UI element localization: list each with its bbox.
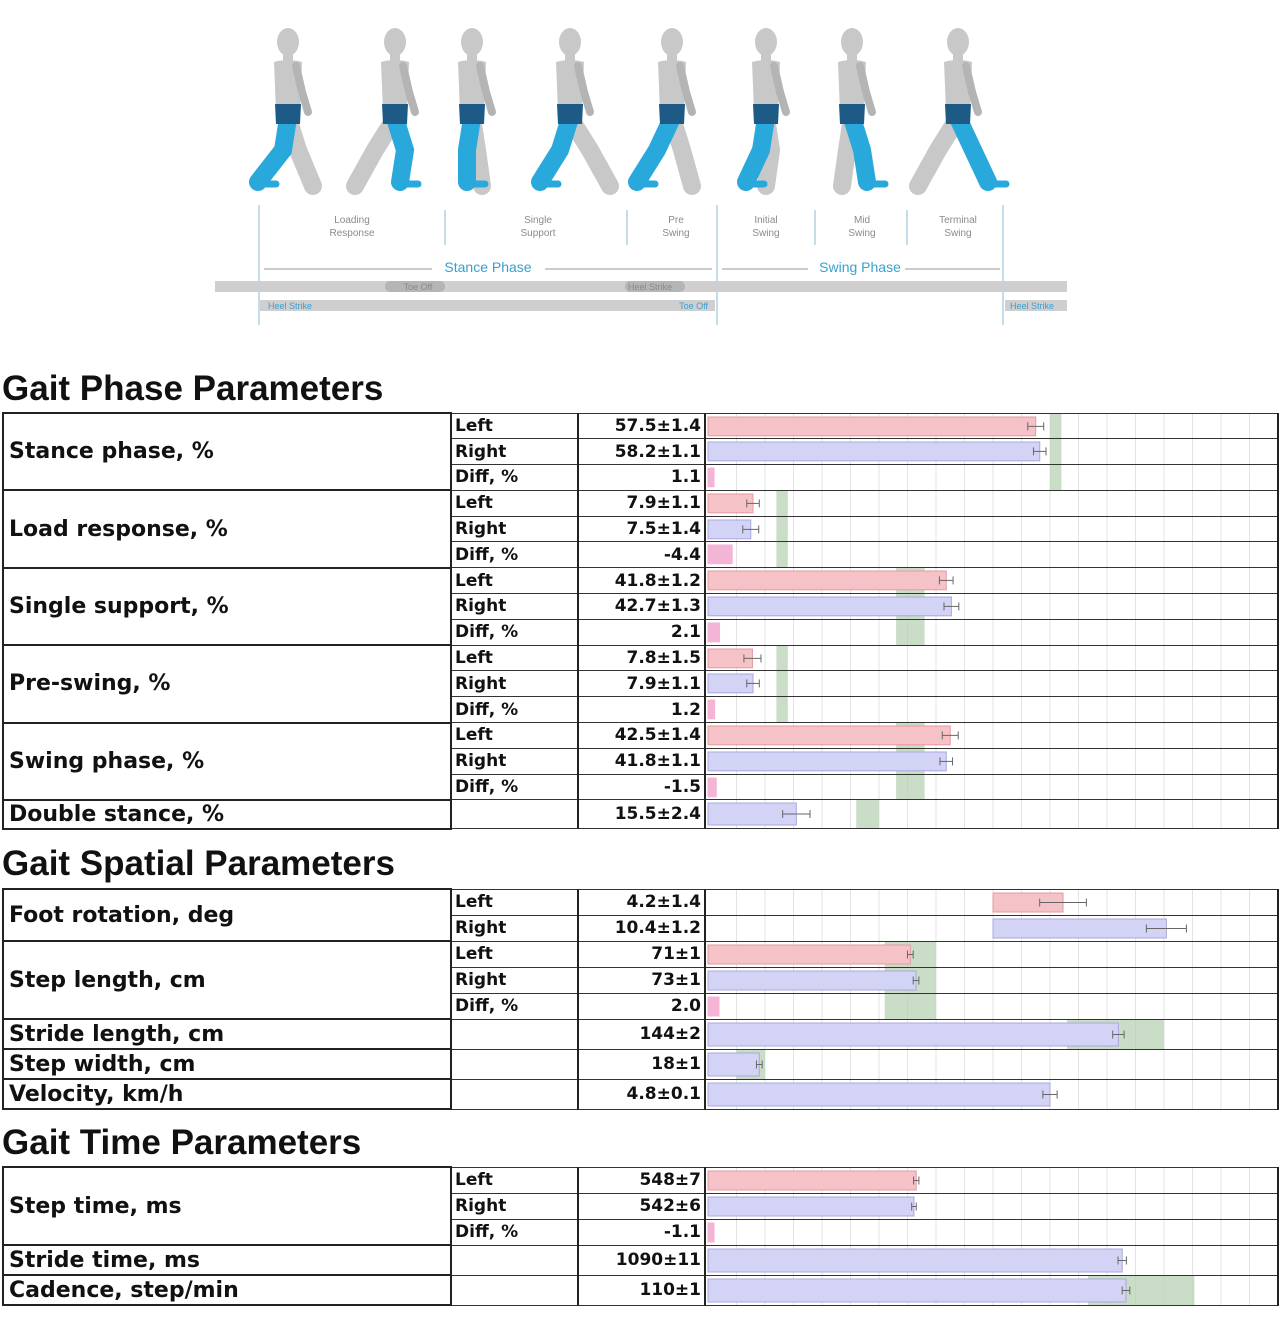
value-cell: 542±6 bbox=[578, 1193, 705, 1219]
timeline-event-label: Heel Strike bbox=[627, 282, 673, 292]
side-label: Right bbox=[451, 516, 578, 542]
bar-chart-cell bbox=[706, 414, 1278, 439]
parameter-name: Stride time, ms bbox=[3, 1245, 451, 1275]
parameter-table bbox=[2, 888, 1279, 1110]
value-cell: 71±1 bbox=[578, 941, 705, 967]
left-bar bbox=[708, 1171, 916, 1190]
norm-range-band bbox=[1050, 414, 1061, 439]
value-cell: 144±2 bbox=[578, 1019, 705, 1049]
parameter-name: Stance phase, % bbox=[3, 413, 451, 490]
side-label bbox=[451, 1275, 578, 1305]
right-bar bbox=[993, 919, 1166, 938]
bar-cell bbox=[705, 697, 1278, 723]
bar-cell bbox=[705, 800, 1278, 829]
side-label: Diff, % bbox=[451, 619, 578, 645]
bar-cell bbox=[705, 439, 1278, 465]
timeline-bar-bottom bbox=[260, 300, 715, 311]
bar-cell bbox=[705, 915, 1278, 941]
side-label: Left bbox=[451, 723, 578, 749]
side-label bbox=[451, 800, 578, 829]
side-label: Left bbox=[451, 645, 578, 671]
bar-chart-cell bbox=[706, 1080, 1278, 1110]
bar-cell bbox=[705, 748, 1278, 774]
bar-chart-cell bbox=[706, 620, 1278, 645]
norm-range-band bbox=[776, 491, 787, 516]
table-row bbox=[3, 490, 1278, 516]
value-cell: -4.4 bbox=[578, 542, 705, 568]
table-row bbox=[3, 941, 1278, 967]
bar-chart-cell bbox=[706, 775, 1278, 800]
section-title: Gait Phase Parameters bbox=[2, 369, 384, 408]
left-bar bbox=[708, 945, 910, 964]
right-bar bbox=[708, 442, 1040, 461]
phase-label: Pre Swing bbox=[662, 215, 690, 239]
bar-chart-cell bbox=[706, 697, 1278, 722]
value-cell: 1.1 bbox=[578, 465, 705, 491]
value-cell: 4.2±1.4 bbox=[578, 889, 705, 915]
walking-figure-1 bbox=[254, 28, 313, 186]
value-cell: 42.7±1.3 bbox=[578, 594, 705, 620]
left-bar bbox=[708, 417, 1036, 436]
diff-bar bbox=[708, 997, 719, 1016]
bar-cell bbox=[705, 1275, 1278, 1305]
table-row bbox=[3, 800, 1278, 829]
diff-bar bbox=[708, 623, 720, 642]
right-bar bbox=[708, 971, 916, 990]
norm-range-band bbox=[776, 697, 787, 722]
left-bar bbox=[708, 571, 946, 590]
left-bar bbox=[708, 726, 950, 745]
value-cell: 10.4±1.2 bbox=[578, 915, 705, 941]
bar-chart-cell bbox=[706, 1050, 1278, 1080]
right-bar bbox=[708, 752, 946, 771]
bar-cell bbox=[705, 594, 1278, 620]
bar-cell bbox=[705, 1167, 1278, 1193]
side-label bbox=[451, 1079, 578, 1109]
diff-bar bbox=[708, 545, 732, 564]
parameter-table bbox=[2, 412, 1279, 830]
table-row bbox=[3, 1245, 1278, 1275]
right-bar bbox=[708, 1249, 1122, 1272]
side-label: Right bbox=[451, 594, 578, 620]
walking-figure-6 bbox=[742, 28, 786, 186]
stance-phase-label: Stance Phase bbox=[444, 259, 532, 275]
value-cell: -1.1 bbox=[578, 1219, 705, 1245]
walking-figure-3 bbox=[458, 28, 492, 186]
side-label: Right bbox=[451, 439, 578, 465]
parameter-name: Swing phase, % bbox=[3, 723, 451, 800]
bar-cell bbox=[705, 413, 1278, 439]
table-row bbox=[3, 1049, 1278, 1079]
timeline-event-label: Heel Strike bbox=[268, 301, 313, 311]
right-bar bbox=[708, 1023, 1118, 1046]
bar-cell bbox=[705, 568, 1278, 594]
parameter-name: Velocity, km/h bbox=[3, 1079, 451, 1109]
value-cell: 41.8±1.1 bbox=[578, 748, 705, 774]
bar-chart-cell bbox=[706, 723, 1278, 748]
bar-chart-cell bbox=[706, 568, 1278, 593]
phase-label: Loading Response bbox=[329, 215, 375, 239]
parameter-name: Cadence, step/min bbox=[3, 1275, 451, 1305]
bar-chart-cell bbox=[706, 542, 1278, 567]
section-title: Gait Spatial Parameters bbox=[2, 844, 395, 883]
walking-figure-8 bbox=[918, 28, 1006, 186]
bar-chart-cell bbox=[706, 800, 1278, 829]
side-label: Left bbox=[451, 941, 578, 967]
parameter-name: Foot rotation, deg bbox=[3, 889, 451, 941]
bar-chart-cell bbox=[706, 968, 1278, 994]
bar-chart-cell bbox=[706, 1194, 1278, 1220]
table-row bbox=[3, 1019, 1278, 1049]
bar-cell bbox=[705, 1079, 1278, 1109]
value-cell: 18±1 bbox=[578, 1049, 705, 1079]
table-row bbox=[3, 645, 1278, 671]
bar-chart-cell bbox=[706, 942, 1278, 968]
parameter-name: Load response, % bbox=[3, 490, 451, 567]
bar-chart-cell bbox=[706, 1276, 1278, 1306]
side-label: Left bbox=[451, 1167, 578, 1193]
norm-range-band bbox=[776, 517, 787, 542]
value-cell: -1.5 bbox=[578, 774, 705, 800]
side-label: Diff, % bbox=[451, 774, 578, 800]
value-cell: 7.9±1.1 bbox=[578, 490, 705, 516]
bar-cell bbox=[705, 1219, 1278, 1245]
bar-cell bbox=[705, 1245, 1278, 1275]
value-cell: 2.1 bbox=[578, 619, 705, 645]
table-row bbox=[3, 723, 1278, 749]
phase-label: Terminal Swing bbox=[939, 215, 977, 239]
phase-label: Initial Swing bbox=[752, 215, 780, 239]
right-bar bbox=[708, 1279, 1126, 1302]
bar-cell bbox=[705, 516, 1278, 542]
table-row bbox=[3, 889, 1278, 915]
section-title: Gait Time Parameters bbox=[2, 1123, 362, 1162]
diff-bar bbox=[708, 468, 714, 487]
side-label: Diff, % bbox=[451, 465, 578, 491]
bar-chart-cell bbox=[706, 1020, 1278, 1050]
side-label bbox=[451, 1019, 578, 1049]
walking-figure-4 bbox=[536, 28, 610, 186]
phase-label: Mid Swing bbox=[848, 215, 876, 239]
side-label: Diff, % bbox=[451, 1219, 578, 1245]
bar-chart-cell bbox=[706, 1220, 1278, 1246]
side-label bbox=[451, 1245, 578, 1275]
table-row bbox=[3, 1079, 1278, 1109]
phase-label: Single Support bbox=[520, 215, 556, 239]
diff-bar bbox=[708, 700, 715, 719]
bar-cell bbox=[705, 941, 1278, 967]
value-cell: 110±1 bbox=[578, 1275, 705, 1305]
timeline-event-label: Toe Off bbox=[679, 301, 708, 311]
timeline-event-label: Toe Off bbox=[403, 282, 433, 292]
table-row bbox=[3, 413, 1278, 439]
side-label: Left bbox=[451, 568, 578, 594]
bar-chart-cell bbox=[706, 916, 1278, 942]
parameter-name: Step length, cm bbox=[3, 941, 451, 1019]
bar-cell bbox=[705, 619, 1278, 645]
value-cell: 42.5±1.4 bbox=[578, 723, 705, 749]
bar-chart-cell bbox=[706, 1246, 1278, 1276]
value-cell: 7.9±1.1 bbox=[578, 671, 705, 697]
value-cell: 1.2 bbox=[578, 697, 705, 723]
side-label: Diff, % bbox=[451, 993, 578, 1019]
bar-cell bbox=[705, 967, 1278, 993]
norm-range-band bbox=[1050, 465, 1061, 490]
bar-chart-cell bbox=[706, 671, 1278, 696]
parameter-name: Double stance, % bbox=[3, 800, 451, 829]
value-cell: 41.8±1.2 bbox=[578, 568, 705, 594]
side-label: Diff, % bbox=[451, 542, 578, 568]
value-cell: 7.8±1.5 bbox=[578, 645, 705, 671]
bar-cell bbox=[705, 542, 1278, 568]
bar-chart-cell bbox=[706, 890, 1278, 916]
parameter-name: Single support, % bbox=[3, 568, 451, 645]
table-row bbox=[3, 1167, 1278, 1193]
norm-range-band bbox=[776, 542, 787, 567]
walking-figure-2 bbox=[355, 28, 418, 186]
value-cell: 1090±11 bbox=[578, 1245, 705, 1275]
side-label: Diff, % bbox=[451, 697, 578, 723]
value-cell: 548±7 bbox=[578, 1167, 705, 1193]
norm-range-band bbox=[856, 800, 879, 829]
bar-cell bbox=[705, 1049, 1278, 1079]
norm-range-band bbox=[896, 775, 925, 800]
right-bar bbox=[708, 1197, 914, 1216]
right-bar bbox=[708, 1083, 1050, 1106]
bar-chart-cell bbox=[706, 646, 1278, 671]
value-cell: 58.2±1.1 bbox=[578, 439, 705, 465]
value-cell: 15.5±2.4 bbox=[578, 800, 705, 829]
side-label: Right bbox=[451, 915, 578, 941]
swing-phase-label: Swing Phase bbox=[819, 259, 901, 275]
right-bar bbox=[708, 1053, 759, 1076]
bar-chart-cell bbox=[706, 439, 1278, 464]
value-cell: 2.0 bbox=[578, 993, 705, 1019]
right-bar bbox=[708, 597, 951, 616]
bar-chart-cell bbox=[706, 749, 1278, 774]
value-cell: 57.5±1.4 bbox=[578, 413, 705, 439]
gait-cycle-illustration bbox=[0, 0, 1280, 340]
side-label: Right bbox=[451, 748, 578, 774]
parameter-name: Pre-swing, % bbox=[3, 645, 451, 722]
side-label bbox=[451, 1049, 578, 1079]
diff-bar bbox=[708, 1223, 714, 1242]
bar-chart-cell bbox=[706, 465, 1278, 490]
parameter-table bbox=[2, 1166, 1279, 1306]
bar-cell bbox=[705, 490, 1278, 516]
norm-range-band bbox=[896, 620, 925, 645]
norm-range-band bbox=[1050, 439, 1061, 464]
bar-chart-cell bbox=[706, 994, 1278, 1020]
bar-cell bbox=[705, 889, 1278, 915]
value-cell: 7.5±1.4 bbox=[578, 516, 705, 542]
diff-bar bbox=[708, 778, 716, 797]
value-cell: 73±1 bbox=[578, 967, 705, 993]
side-label: Left bbox=[451, 413, 578, 439]
parameter-name: Step width, cm bbox=[3, 1049, 451, 1079]
bar-cell bbox=[705, 465, 1278, 491]
bar-cell bbox=[705, 645, 1278, 671]
table-row bbox=[3, 1275, 1278, 1305]
bar-cell bbox=[705, 671, 1278, 697]
bar-cell bbox=[705, 723, 1278, 749]
bar-chart-cell bbox=[706, 594, 1278, 619]
bar-chart-cell bbox=[706, 517, 1278, 542]
table-row bbox=[3, 568, 1278, 594]
timeline-event-label: Heel Strike bbox=[1010, 301, 1055, 311]
side-label: Right bbox=[451, 1193, 578, 1219]
side-label: Left bbox=[451, 889, 578, 915]
walking-figure-7 bbox=[838, 28, 885, 186]
bar-cell bbox=[705, 1019, 1278, 1049]
value-cell: 4.8±0.1 bbox=[578, 1079, 705, 1109]
parameter-name: Step time, ms bbox=[3, 1167, 451, 1245]
bar-cell bbox=[705, 1193, 1278, 1219]
bar-chart-cell bbox=[706, 1168, 1278, 1194]
norm-range-band bbox=[885, 994, 936, 1020]
bar-cell bbox=[705, 993, 1278, 1019]
parameter-name: Stride length, cm bbox=[3, 1019, 451, 1049]
bar-chart-cell bbox=[706, 491, 1278, 516]
norm-range-band bbox=[776, 646, 787, 671]
bar-cell bbox=[705, 774, 1278, 800]
norm-range-band bbox=[776, 671, 787, 696]
side-label: Right bbox=[451, 967, 578, 993]
side-label: Right bbox=[451, 671, 578, 697]
side-label: Left bbox=[451, 490, 578, 516]
walking-figure-5 bbox=[633, 28, 692, 186]
